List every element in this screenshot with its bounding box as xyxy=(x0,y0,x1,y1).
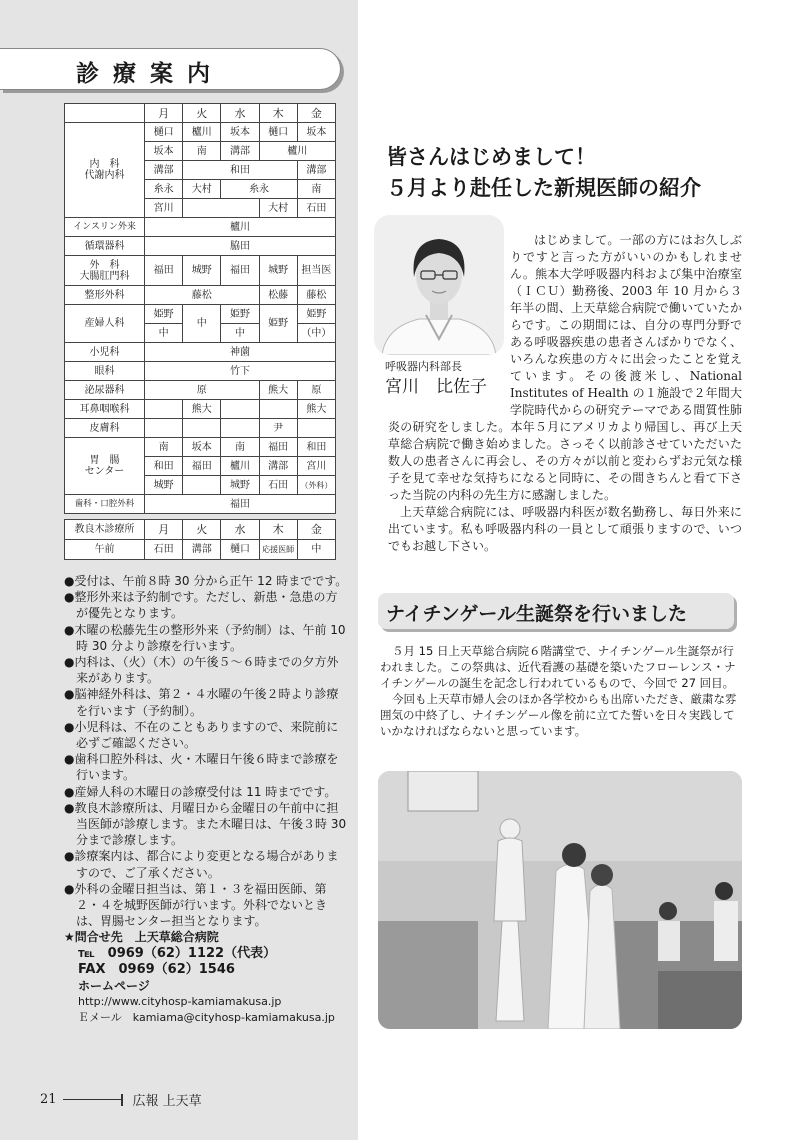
day-header: 金 xyxy=(297,104,335,123)
schedule-cell xyxy=(259,400,297,419)
schedule-cell: 櫨川 xyxy=(183,123,221,142)
table-row xyxy=(65,400,336,419)
dept-label-line: 内 科 xyxy=(89,159,120,170)
schedule-cell: 福田 xyxy=(145,495,336,514)
event-photo xyxy=(378,771,742,1029)
schedule-cell xyxy=(145,400,183,419)
email-link[interactable]: Ｅメール kamiama@cityhosp-kamiamakusa.jp xyxy=(78,1011,335,1025)
schedule-cell: 石田 xyxy=(297,199,335,218)
schedule-cell: 南 xyxy=(297,180,335,199)
article1-title-line: 皆さんはじめまして！ xyxy=(386,145,596,169)
schedule-cell: 藤松 xyxy=(145,286,260,305)
table-row xyxy=(65,438,336,457)
schedule-cell: 熊大 xyxy=(297,400,335,419)
note-item: ●外科の金曜日担当は、第１・３を福田医師、第２・４を城野医師が行います。外科でないときは、胃腸センター担当となります。 xyxy=(64,881,328,929)
dept-label: 産婦人科 xyxy=(65,305,145,343)
article2-title-box xyxy=(378,593,734,629)
table-corner xyxy=(65,104,145,123)
dept-label xyxy=(65,123,145,218)
table-row xyxy=(65,381,336,400)
schedule-cell: 熊大 xyxy=(183,400,221,419)
schedule-cell: 姫野 xyxy=(259,305,297,343)
schedule-cell: 溝部 xyxy=(221,142,259,161)
schedule-cell: 竹下 xyxy=(145,362,336,381)
schedule-cell: 松藤 xyxy=(259,286,297,305)
notes-list xyxy=(64,573,348,1027)
page-title: 診療案内 xyxy=(76,61,224,87)
dept-label: 泌尿器科 xyxy=(65,381,145,400)
schedule-cell: 福田 xyxy=(221,256,259,286)
dept-label-line: センター xyxy=(84,466,125,477)
article1-title xyxy=(386,142,776,204)
schedule-cell: 坂本 xyxy=(297,123,335,142)
note-item: ●教良木診療所は、月曜日から金曜日の午前中に担当医師が診療します。また木曜日は、午後３時 30 分まで診療します。 xyxy=(64,800,347,848)
schedule-cell: 樋口 xyxy=(221,540,259,560)
ceremony-photo-icon xyxy=(378,771,742,1029)
article2-title: ナイチンゲール生誕祭を行いました xyxy=(386,603,687,625)
schedule-cell: （中） xyxy=(297,324,335,343)
day-header: 水 xyxy=(221,520,259,540)
article2-body xyxy=(380,643,738,739)
contact-heading: ★問合せ先 上天草総合病院 xyxy=(64,930,219,945)
schedule-cell: 櫨川 xyxy=(221,457,259,476)
schedule-cell: 櫨川 xyxy=(259,142,335,161)
note-item: ●受付は、午前８時 30 分から正午 12 時までです。 xyxy=(64,574,348,588)
dept-label: 歯科・口腔外科 xyxy=(65,495,145,514)
section-banner xyxy=(0,48,341,90)
clinic-title: 教良木診療所 xyxy=(65,520,145,540)
schedule-cell: 溝部 xyxy=(259,457,297,476)
table-row xyxy=(65,256,336,286)
dept-label-line: 胃 腸 xyxy=(89,455,120,466)
schedule-cell: 担当医 xyxy=(297,256,335,286)
day-header: 金 xyxy=(297,520,335,540)
schedule-cell: 石田 xyxy=(145,540,183,560)
day-header: 月 xyxy=(145,520,183,540)
schedule-cell: 脇田 xyxy=(145,237,336,256)
schedule-cell: 南 xyxy=(221,438,259,457)
schedule-cell: 櫨川 xyxy=(145,218,336,237)
schedule-cell: 溝部 xyxy=(145,161,183,180)
schedule-cell: 姫野 xyxy=(145,305,183,324)
schedule-cell: 和田 xyxy=(183,161,298,180)
schedule-cell: 城野 xyxy=(221,476,259,495)
article2-paragraph: 今回も上天草市婦人会のほか各学校からも出席いただき、厳粛な雰囲気の中終了し、ナイチンゲール像を前に立てた誓いを日々実践していかなければならないと思っています。 xyxy=(380,692,737,738)
schedule-cell: 姫野 xyxy=(221,305,259,324)
schedule-cell: 中 xyxy=(145,324,183,343)
dept-label: インスリン外来 xyxy=(65,218,145,237)
schedule-cell: 宮川 xyxy=(297,457,335,476)
schedule-cell: 南 xyxy=(183,142,221,161)
footer-mark xyxy=(121,1094,123,1106)
schedule-cell xyxy=(183,476,221,495)
schedule-cell: 坂本 xyxy=(221,123,259,142)
schedule-cell: 溝部 xyxy=(183,540,221,560)
homepage-link[interactable]: http://www.cityhosp-kamiamakusa.jp xyxy=(78,995,282,1009)
schedule-cell xyxy=(297,419,335,438)
contact-tel: ℡ 0969（62）1122（代表） xyxy=(78,945,277,961)
day-header: 火 xyxy=(183,104,221,123)
schedule-cell: 樋口 xyxy=(259,123,297,142)
dept-label-line: 外 科 xyxy=(89,259,120,271)
schedule-cell: 溝部 xyxy=(297,161,335,180)
doctor-name: 宮川 比佐子 xyxy=(385,377,487,397)
table-row xyxy=(65,305,336,324)
schedule-cell: 糸永 xyxy=(221,180,297,199)
publication-name: 広報 上天草 xyxy=(132,1094,202,1109)
schedule-cell: 福田 xyxy=(259,438,297,457)
schedule-cell xyxy=(221,400,259,419)
dept-label-line: 代謝内科 xyxy=(84,170,125,181)
schedule-cell: 南 xyxy=(145,438,183,457)
schedule-cell: 城野 xyxy=(259,256,297,286)
table-row xyxy=(65,123,336,142)
article1-body xyxy=(388,232,742,555)
note-item: ●産婦人科の木曜日の診療受付は 11 時までです。 xyxy=(64,784,337,799)
schedule-cell: 和田 xyxy=(297,438,335,457)
note-item: ●歯科口腔外科は、火・木曜日午後６時まで診療を行います。 xyxy=(64,752,339,783)
table-row xyxy=(65,419,336,438)
day-header: 火 xyxy=(183,520,221,540)
schedule-cell: 藤松 xyxy=(297,286,335,305)
footer-rule xyxy=(63,1099,121,1100)
schedule-table xyxy=(64,103,336,514)
day-header: 木 xyxy=(259,520,297,540)
dept-label: 整形外科 xyxy=(65,286,145,305)
dept-label: 耳鼻咽喉科 xyxy=(65,400,145,419)
schedule-cell: 中 xyxy=(297,540,335,560)
dept-label xyxy=(65,256,145,286)
schedule-cell: 原 xyxy=(145,381,260,400)
schedule-cell: 樋口 xyxy=(145,123,183,142)
schedule-cell: 熊大 xyxy=(259,381,297,400)
note-item: ●整形外来は予約制です。ただし、新患・急患の方が優先となります。 xyxy=(64,590,338,621)
schedule-cell: 坂本 xyxy=(183,438,221,457)
note-item: ●診療案内は、都合により変更となる場合がありますので、ご了承ください。 xyxy=(64,849,339,880)
schedule-cell: 糸永 xyxy=(145,180,183,199)
dept-label-line: 大腸肛門科 xyxy=(79,270,130,282)
day-header: 木 xyxy=(259,104,297,123)
note-item: ●内科は、（火）（木）の午後５～６時までの夕方外来があります。 xyxy=(64,655,339,686)
table-row xyxy=(65,286,336,305)
schedule-cell: 原 xyxy=(297,381,335,400)
schedule-cell: 城野 xyxy=(145,476,183,495)
note-item: ●脳神経外科は、第２・４水曜の午後２時より診療を行います（予約制）。 xyxy=(64,687,339,718)
schedule-cell: （外科） xyxy=(297,476,335,495)
article1-title-line: ５月より赴任した新規医師の紹介 xyxy=(386,176,701,200)
page-footer xyxy=(40,1090,202,1109)
contact-fax: FAX 0969（62）1546 xyxy=(78,961,235,977)
schedule-cell: 大村 xyxy=(183,180,221,199)
photo-spacer xyxy=(388,232,510,410)
table-row xyxy=(65,237,336,256)
schedule-cell: 坂本 xyxy=(145,142,183,161)
schedule-cell: 尹 xyxy=(259,419,297,438)
table-row xyxy=(65,343,336,362)
dept-label: 循環器科 xyxy=(65,237,145,256)
schedule-cell: 宮川 xyxy=(145,199,183,218)
article1-paragraph: はじめまして。一部の方にはお久しぶりですと言った方がいいのかもしれません。熊本大学呼吸器内科および集中治療室（ＩＣＵ）勤務後、2003 年 10 月から３年半の間、上天草総合病院で働いていたからです。この期間には、自分の専門分野である呼吸器疾患の患者さんばかりでなく、いろんな疾患の方々に出会ったことを覚えています。その後渡米し、National Institutes of Health の１施設で２年間大学院時代からの研究テーマである間質性肺炎の研究をしました。本年５月にアメリカより帰国し、再び上天草総合病院で働き始めました。さっそく以前診させていただいた数人の患者さんに再会し、その方々が以前と変わらずお元気な様子を見て幸せな気持ちになると同時に、その間きちんと看て下さった当院の内科の先生方に感謝しました。 xyxy=(388,233,742,502)
dept-label: 小児科 xyxy=(65,343,145,362)
clinic-table xyxy=(64,519,336,560)
schedule-cell: 城野 xyxy=(183,256,221,286)
table-row xyxy=(65,104,336,123)
page-number: 21 xyxy=(40,1092,57,1107)
schedule-cell xyxy=(221,419,259,438)
dept-label: 眼科 xyxy=(65,362,145,381)
schedule-cell: 姫野 xyxy=(297,305,335,324)
note-item: ●木曜の松藤先生の整形外来（予約制）は、午前 10 時 30 分より診療を行います。 xyxy=(64,622,346,653)
table-row xyxy=(65,520,336,540)
schedule-cell: 中 xyxy=(183,305,221,343)
schedule-cell: 福田 xyxy=(145,256,183,286)
table-row xyxy=(65,540,336,560)
schedule-cell: 福田 xyxy=(183,457,221,476)
day-header: 月 xyxy=(145,104,183,123)
schedule-cell: 和田 xyxy=(145,457,183,476)
note-item: ●小児科は、不在のこともありますので、来院前に必ずご確認ください。 xyxy=(64,719,339,751)
contact-homepage-label: ホームページ xyxy=(78,979,150,994)
dept-label: 皮膚科 xyxy=(65,419,145,438)
schedule-cell: 大村 xyxy=(259,199,297,218)
table-row xyxy=(65,362,336,381)
article1-paragraph: 上天草総合病院には、呼吸器内科医が数名勤務し、毎日外来に出ています。私も呼吸器内科の一員として頑張りますので、いつでもお越し下さい。 xyxy=(388,505,742,553)
schedule-cell: 石田 xyxy=(259,476,297,495)
day-header: 水 xyxy=(221,104,259,123)
schedule-cell xyxy=(183,199,259,218)
table-row xyxy=(65,495,336,514)
row-label: 午前 xyxy=(65,540,145,560)
doctor-role: 呼吸器内科部長 xyxy=(385,360,462,373)
schedule-cell: 神薗 xyxy=(145,343,336,362)
schedule-cell: 中 xyxy=(221,324,259,343)
schedule-cell xyxy=(145,419,183,438)
schedule-cell: 応援医師 xyxy=(259,540,297,560)
schedule-cell xyxy=(183,419,221,438)
article2-paragraph: ５月 15 日上天草総合病院６階講堂で、ナイチンゲール生誕祭が行われました。この祭典は、近代看護の基礎を築いたフローレンス・ナイチンゲールの誕生を記念し行われているもので、今回で 27 回目。 xyxy=(380,644,736,690)
dept-label xyxy=(65,438,145,495)
table-row xyxy=(65,218,336,237)
